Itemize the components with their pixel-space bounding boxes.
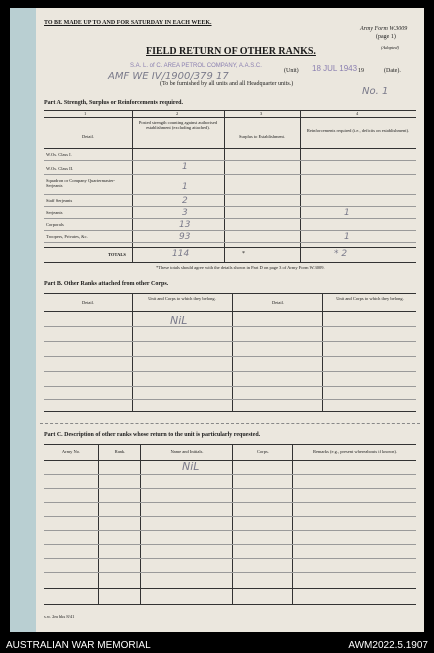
form-sheet bbox=[36, 8, 424, 632]
col-number-4: 4 bbox=[356, 111, 359, 116]
posted-cell: 93 bbox=[179, 232, 191, 242]
blue-margin-strip bbox=[10, 8, 36, 632]
furnish-note: (To be furnished by all units and all Headquarter units.) bbox=[160, 81, 294, 87]
part-c-col-army-no: Army No. bbox=[61, 449, 81, 454]
part-b-entry: NiL bbox=[170, 314, 188, 327]
col-header-surplus: Surplus to Establishment. bbox=[238, 134, 286, 139]
table-row: Troopers, Privates, &c. bbox=[46, 234, 88, 239]
part-b-col-unit: Unit and Corps to which they belong. bbox=[148, 296, 216, 301]
reinforcement-cell: 1 bbox=[344, 232, 350, 242]
return-number: No. 1 bbox=[362, 86, 389, 97]
adapted-note: (Adapted) bbox=[381, 45, 399, 50]
totals-footnote: *These totals should agree with the details shown in Part D on page 3 of Army Form W.3009. bbox=[156, 265, 325, 270]
table-row: W.Os. Class I. bbox=[46, 152, 72, 157]
totals-reinforcements: * 2 bbox=[334, 249, 348, 259]
part-b-col-detail: Detail. bbox=[81, 300, 95, 305]
table-row: Serjeants bbox=[46, 210, 63, 215]
totals-surplus: * bbox=[242, 251, 245, 257]
col-header-reinforcements: Reinforcements required (i.e., deficits on establishment). bbox=[306, 128, 410, 133]
col-number-3: 3 bbox=[260, 111, 263, 116]
table-row: W.Os. Class II. bbox=[46, 166, 74, 171]
totals-label: TOTALS bbox=[108, 252, 126, 257]
part-b-heading: Part B. Other Ranks attached from other Corps. bbox=[44, 281, 169, 287]
form-page bbox=[10, 8, 424, 632]
part-c-col-rank: Rank. bbox=[114, 449, 126, 454]
top-instruction: TO BE MADE UP TO AND FOR SATURDAY IN EACH WEEK. bbox=[44, 20, 212, 26]
posted-cell: 13 bbox=[179, 220, 191, 230]
page-note: (page 1) bbox=[376, 34, 396, 40]
table-row: Staff Serjeants bbox=[46, 198, 73, 203]
part-b-col-unit-2: Unit and Corps to which they belong. bbox=[336, 296, 404, 301]
posted-cell: 2 bbox=[182, 196, 188, 206]
part-c-col-remarks: Remarks (e.g., present whereabouts if known). bbox=[312, 449, 398, 454]
part-c-col-corps: Corps. bbox=[257, 449, 269, 454]
totals-posted: 114 bbox=[172, 249, 190, 259]
table-row: Corporals bbox=[46, 222, 64, 227]
footer-right: AWM2022.5.1907 bbox=[348, 640, 428, 651]
part-c-heading: Part C. Description of other ranks whose return to the unit is particularly requested. bbox=[44, 432, 261, 438]
part-c-col-name: Name and Initials. bbox=[170, 449, 204, 454]
col-header-posted: Posted strength counting against authorised establishment (excluding attached). bbox=[138, 120, 218, 130]
table-row: Squadron or Company Quartermaster-Serjeants bbox=[46, 178, 116, 188]
posted-cell: 1 bbox=[182, 162, 188, 172]
col-number-2: 2 bbox=[176, 111, 179, 116]
date-label: (Date). bbox=[384, 68, 401, 74]
part-a-heading: Part A. Strength, Surplus or Reinforcements required. bbox=[44, 100, 183, 106]
part-b-col-detail-2: Detail. bbox=[271, 300, 285, 305]
army-form-number: Army Form W.3009 bbox=[360, 26, 408, 32]
footer-left: AUSTRALIAN WAR MEMORIAL bbox=[6, 640, 151, 651]
unit-stamp: S.A. L. of C. AREA PETROL COMPANY, A.A.S.C. bbox=[130, 63, 262, 69]
col-number-1: 1 bbox=[84, 111, 87, 116]
part-c-entry: NiL bbox=[182, 460, 200, 473]
posted-cell: 3 bbox=[182, 208, 188, 218]
print-code: s.w. 2m bks 8/41 bbox=[44, 614, 75, 619]
col-header-detail: Detail. bbox=[81, 134, 95, 139]
unit-label: (Unit) bbox=[284, 68, 299, 74]
date-stamp: 18 JUL 1943 bbox=[312, 64, 358, 73]
posted-cell: 1 bbox=[182, 182, 188, 192]
unit-code-handwritten: AMF WE IV/1900/379 17 bbox=[108, 71, 229, 82]
form-title: FIELD RETURN OF OTHER RANKS. bbox=[146, 46, 316, 57]
year-prefix: 19 bbox=[358, 68, 364, 74]
reinforcement-cell: 1 bbox=[344, 208, 350, 218]
